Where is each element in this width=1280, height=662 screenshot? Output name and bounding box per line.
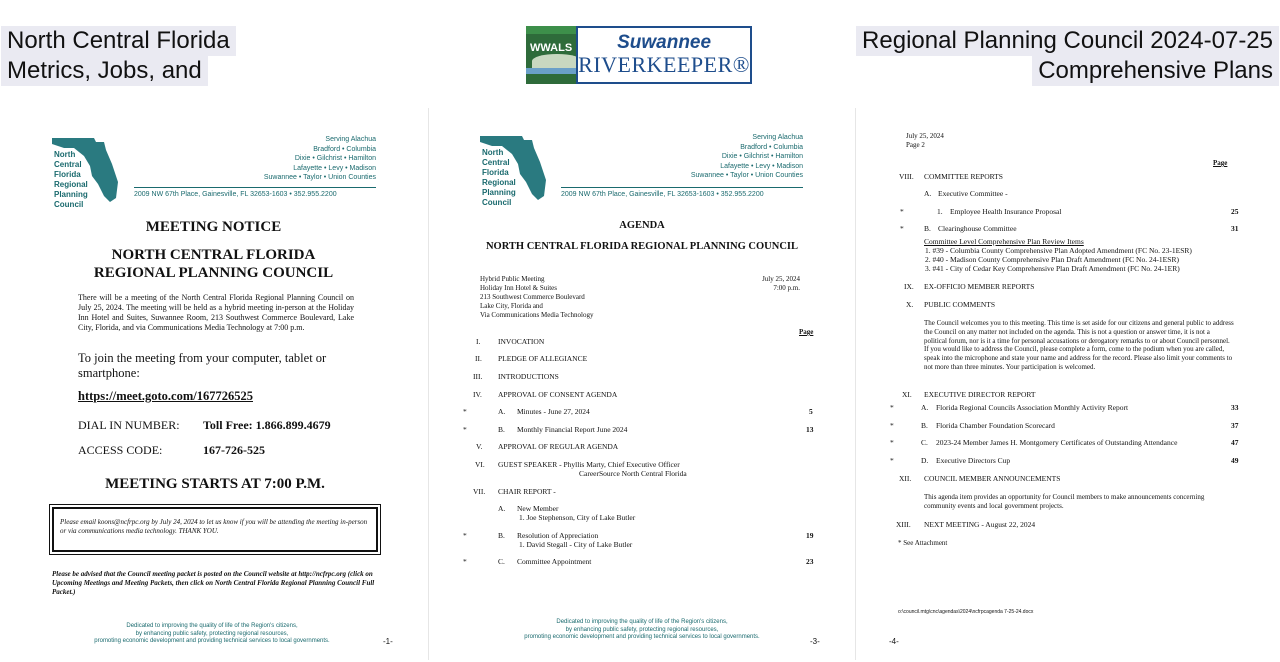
agenda-row (857, 282, 1280, 292)
location-line5: Via Communications Media Technology (480, 311, 594, 319)
agenda-council: NORTH CENTRAL FLORIDA REGIONAL PLANNING COUNCIL (485, 241, 799, 252)
agenda-num: IV. (473, 390, 482, 399)
attachment-star: * (890, 403, 894, 412)
agenda-page: 13 (806, 425, 814, 434)
see-attachment-note: * See Attachment (898, 539, 948, 547)
footer-line1: Dedicated to improving the quality of life of the Region's citizens, (556, 619, 728, 625)
agenda-text: Minutes - June 27, 2024 (517, 407, 590, 416)
page4-page: Page 2 (906, 141, 925, 149)
meeting-time: 7:00 p.m. (773, 284, 800, 292)
join-text: To join the meeting from your computer, tablet or smartphone: (78, 351, 327, 380)
agenda-text: COUNCIL MEMBER ANNOUNCEMENTS (924, 474, 1061, 483)
council-name-line2: REGIONAL PLANNING COUNCIL (93, 265, 334, 281)
agenda-num: VI. (475, 460, 485, 469)
agenda-num: XII. (899, 474, 912, 483)
agenda-row (430, 354, 854, 364)
agenda-text: 1. Joe Stephenson, City of Lake Butler (519, 513, 636, 522)
attachment-star: * (890, 421, 894, 430)
page-number-3: -3- (810, 637, 820, 646)
serving-line2: Bradford • Columbia (313, 145, 376, 153)
location-line1: Hybrid Public Meeting (480, 275, 545, 283)
ncfrpc-logo (478, 134, 548, 207)
agenda-row (430, 372, 854, 382)
letterhead-address: 2009 NW 67th Place, Gainesville, FL 32653-1603 • 352.955.2200 (134, 187, 376, 198)
serving-line3: Dixie • Gilchrist • Hamilton (721, 153, 803, 160)
location-line3: 213 Southwest Commerce Boulevard (480, 293, 585, 301)
org-line6: Council (54, 200, 84, 209)
attachment-star: * (890, 456, 894, 465)
agenda-num: A. (921, 403, 929, 412)
agenda-text: CHAIR REPORT - (498, 487, 556, 496)
footer-line2: by enhancing public safety, protecting regional resources, (565, 626, 719, 633)
footer-line3: promoting economic development and providing technical services to local governments. (94, 638, 330, 644)
page1-footer (50, 623, 374, 646)
org-line2: Central (54, 160, 82, 169)
meeting-notice-title: MEETING NOTICE (145, 219, 282, 235)
agenda-row (857, 189, 1280, 199)
location-line4: Lake City, Florida and (480, 302, 543, 310)
agenda-page: 49 (1231, 456, 1239, 465)
agenda-num: B. (924, 224, 931, 233)
agenda-num: C. (498, 557, 505, 566)
agenda-num: D. (921, 456, 929, 465)
header-right-line2: Comprehensive Plans (1032, 56, 1279, 86)
serving-line1: Serving Alachua (325, 136, 376, 143)
file-path: o:\council.mtg\cnc\agendas\2024\ncfrpcagenda 7-25-24.docx (898, 609, 1034, 615)
agenda-row (857, 421, 1280, 431)
agenda-row (857, 438, 1280, 448)
meeting-link[interactable]: https://meet.goto.com/167726525 (78, 389, 253, 403)
document-page-4 (857, 108, 1280, 660)
agenda-text: Florida Regional Councils Association Monthly Activity Report (936, 403, 1129, 412)
serving-line4: Lafayette • Levy • Madison (293, 164, 376, 172)
agenda-page: 25 (1231, 207, 1239, 216)
agenda-num: XIII. (896, 520, 911, 529)
agenda-num: XI. (902, 390, 912, 399)
bird-icon (532, 54, 576, 68)
agenda-text: INVOCATION (498, 337, 545, 346)
footer-line2: by enhancing public safety, protecting regional resources, (135, 630, 289, 637)
agenda-text: Monthly Financial Report June 2024 (517, 425, 628, 434)
header-right-line1: Regional Planning Council 2024-07-25 (856, 26, 1279, 56)
agenda-row (857, 390, 1280, 400)
agenda-row (857, 520, 1280, 530)
meeting-starts: MEETING STARTS AT 7:00 P.M. (105, 476, 325, 492)
agenda-row (430, 540, 854, 550)
agenda-text: APPROVAL OF CONSENT AGENDA (498, 390, 618, 399)
agenda-row (857, 456, 1280, 466)
page-column-label: Page (1213, 159, 1228, 167)
agenda-text: APPROVAL OF REGULAR AGENDA (498, 442, 619, 451)
agenda-text: INTRODUCTIONS (498, 372, 559, 381)
agenda-row (430, 407, 854, 417)
agenda-num: A. (498, 407, 506, 416)
suwannee-riverkeeper-logo (526, 26, 752, 84)
agenda-row (857, 224, 1280, 234)
agenda-page: 23 (806, 557, 814, 566)
document-page-3 (430, 108, 854, 660)
agenda-num: II. (475, 354, 482, 363)
agenda-num: X. (906, 300, 914, 309)
attachment-star: * (890, 438, 894, 447)
agenda-num: VIII. (899, 172, 914, 181)
agenda-page: 5 (809, 407, 813, 416)
agenda-row (430, 337, 854, 347)
document-page-1 (0, 108, 427, 660)
org-line1: North (54, 150, 76, 159)
agenda-row (430, 513, 854, 523)
agenda-text: Florida Chamber Foundation Scorecard (936, 421, 1055, 430)
footer-line1: Dedicated to improving the quality of life of the Region's citizens, (126, 623, 298, 629)
agenda-text: Employee Health Insurance Proposal (950, 207, 1062, 216)
wwals-logo (526, 26, 576, 84)
org-line1: North (482, 148, 504, 157)
attachment-star: * (900, 224, 904, 233)
agenda-row (857, 474, 1280, 484)
agenda-row (430, 557, 854, 567)
agenda-text: EX-OFFICIO MEMBER REPORTS (924, 282, 1035, 291)
org-line4: Regional (482, 178, 516, 187)
agenda-num: B. (921, 421, 928, 430)
wwals-logo-text: WWALS (530, 42, 573, 54)
agenda-page: 19 (806, 531, 814, 540)
access-label: ACCESS CODE: (78, 443, 163, 457)
header-left-line1: North Central Florida (1, 26, 236, 56)
agenda-text: EXECUTIVE DIRECTOR REPORT (924, 390, 1036, 399)
agenda-text: PLEDGE OF ALLEGIANCE (498, 354, 588, 363)
page-divider (428, 108, 429, 660)
agenda-num: A. (924, 189, 932, 198)
agenda-num: V. (476, 442, 483, 451)
next-meeting: NEXT MEETING - August 22, 2024 (924, 520, 1036, 529)
org-line5: Planning (54, 190, 88, 199)
agenda-row (430, 469, 854, 479)
serving-counties (176, 135, 376, 183)
agenda-num: C. (921, 438, 928, 447)
agenda-num: B. (498, 425, 505, 434)
agenda-text: GUEST SPEAKER - Phyllis Marty, Chief Executive Officer (498, 460, 680, 469)
agenda-num: IX. (904, 282, 914, 291)
dial-value: Toll Free: 1.866.899.4679 (203, 418, 331, 432)
attachment-star: * (463, 425, 467, 434)
letterhead-address: 2009 NW 67th Place, Gainesville, FL 32653-1603 • 352.955.2200 (561, 187, 803, 198)
agenda-page: 31 (1231, 224, 1239, 233)
agenda-num: VII. (473, 487, 486, 496)
agenda-text: 1. #39 - Columbia County Comprehensive Plan Adopted Amendment (FC No. 23-1ESR) (925, 246, 1192, 255)
agenda-text: Clearinghouse Committee (938, 224, 1017, 233)
page-number-1: -1- (383, 637, 393, 646)
serving-line5: Suwannee • Taylor • Union Counties (690, 172, 803, 179)
page-divider (855, 108, 856, 660)
page-column-label: Page (799, 328, 814, 336)
attachment-star: * (463, 557, 467, 566)
agenda-text: 2. #40 - Madison County Comprehensive Plan Draft Amendment (FC No. 24-1ESR) (925, 255, 1179, 264)
agenda-text: Executive Directors Cup (936, 456, 1011, 465)
agenda-text: CareerSource North Central Florida (579, 469, 687, 478)
org-line4: Regional (54, 180, 88, 189)
agenda-num: A. (498, 504, 506, 513)
agenda-text: Committee Level Comprehensive Plan Review Items (924, 237, 1084, 246)
serving-counties (603, 133, 803, 181)
agenda-row (430, 425, 854, 435)
org-line2: Central (482, 158, 510, 167)
page4-date: July 25, 2024 (906, 132, 944, 140)
logo-suwannee-text: Suwannee (617, 32, 712, 53)
agenda-row (857, 264, 1280, 274)
announcements-text: This agenda item provides an opportunity for Council members to make announcements concerning community events and local government projects. (924, 493, 1205, 510)
agenda-row (430, 442, 854, 452)
serving-line2: Bradford • Columbia (740, 143, 803, 151)
agenda-num: III. (473, 372, 483, 381)
org-line3: Florida (482, 168, 509, 177)
logo-riverkeeper-text: RIVERKEEPER® (578, 52, 750, 77)
serving-line1: Serving Alachua (752, 134, 803, 141)
agenda-row (857, 300, 1280, 310)
attachment-star: * (900, 207, 904, 216)
location-line2: Holiday Inn Hotel & Suites (480, 284, 557, 292)
agenda-row (857, 403, 1280, 413)
rsvp-text: Please email koons@ncfrpc.org by July 24, 2024 to let us know if you will be attending the meeting in-person or via communications media technology. THANK YOU. (60, 518, 368, 535)
agenda-page: 47 (1231, 438, 1239, 447)
footer-line3: promoting economic development and providing technical services to local governments. (524, 634, 760, 640)
attachment-star: * (463, 407, 467, 416)
serving-line4: Lafayette • Levy • Madison (720, 162, 803, 170)
agenda-text: Executive Committee - (938, 189, 1008, 198)
agenda-page: 37 (1231, 421, 1239, 430)
meeting-location (480, 275, 593, 320)
agenda-text: New Member (517, 504, 559, 513)
dial-label: DIAL IN NUMBER: (78, 418, 180, 432)
agenda-title: AGENDA (619, 220, 665, 231)
meeting-datetime (762, 275, 800, 293)
page3-footer (480, 619, 804, 642)
agenda-num: I. (476, 337, 481, 346)
meeting-paragraph: There will be a meeting of the North Central Florida Regional Planning Council on July 25, 2024. The meeting will be held as a hybrid meeting in-person at the Holiday Inn Hotel and Suites, Suwannee Room, 213 Southwest Commerce Boulevard, Lake City, Florida, and via Communications Media Technology at 7:00 p.m. (78, 293, 354, 332)
access-value: 167-726-525 (203, 443, 265, 457)
meeting-date: July 25, 2024 (762, 275, 800, 283)
agenda-row (857, 172, 1280, 182)
agenda-text: Resolution of Appreciation (517, 531, 599, 540)
agenda-row (857, 207, 1280, 217)
agenda-num: 1. (937, 207, 943, 216)
serving-line3: Dixie • Gilchrist • Hamilton (294, 155, 376, 162)
rsvp-box (52, 507, 378, 552)
agenda-num: B. (498, 531, 505, 540)
org-line3: Florida (54, 170, 81, 179)
org-line6: Council (482, 198, 512, 207)
page-number-4: -4- (889, 637, 899, 646)
agenda-row (430, 390, 854, 400)
agenda-text: 3. #41 - City of Cedar Key Comprehensive Plan Draft Amendment (FC No. 24-1ER) (925, 264, 1180, 273)
org-line5: Planning (482, 188, 516, 197)
agenda-page: 33 (1231, 403, 1239, 412)
agenda-text: 1. David Stegall - City of Lake Butler (519, 540, 633, 549)
agenda-text: PUBLIC COMMENTS (924, 300, 996, 309)
packet-advisory: Please be advised that the Council meeting packet is posted on the Council website at http://ncfrpc.org (click on Upcoming Meetings and Meeting Packets, then click on North Central Florida Regional Planning Council Full Packet.) (52, 570, 375, 596)
ncfrpc-logo (50, 136, 120, 209)
council-name-line1: NORTH CENTRAL FLORIDA (111, 247, 316, 263)
agenda-text: COMMITTEE REPORTS (924, 172, 1003, 181)
agenda-row (430, 487, 854, 497)
attachment-star: * (463, 531, 467, 540)
agenda-text: 2023-24 Member James H. Montgomery Certificates of Outstanding Attendance (936, 438, 1178, 447)
header-left-line2: Metrics, Jobs, and (1, 56, 208, 86)
serving-line5: Suwannee • Taylor • Union Counties (263, 174, 376, 181)
public-comments-text: The Council welcomes you to this meeting. This time is set aside for our citizens and general public to address the Council on any matter not included on the agenda. This is not a question or answer time, it is not a political forum, nor is it a time for personal accusations or derogatory remarks to or about Council personnel. If you would like to address the Council, please complete a form, come to the podium when you are called, speak into the microphone and state your name and address for the record. Please also limit your comments to not more than three minutes. Your participation is welcomed. (924, 319, 1234, 371)
agenda-text: Committee Appointment (517, 557, 592, 566)
